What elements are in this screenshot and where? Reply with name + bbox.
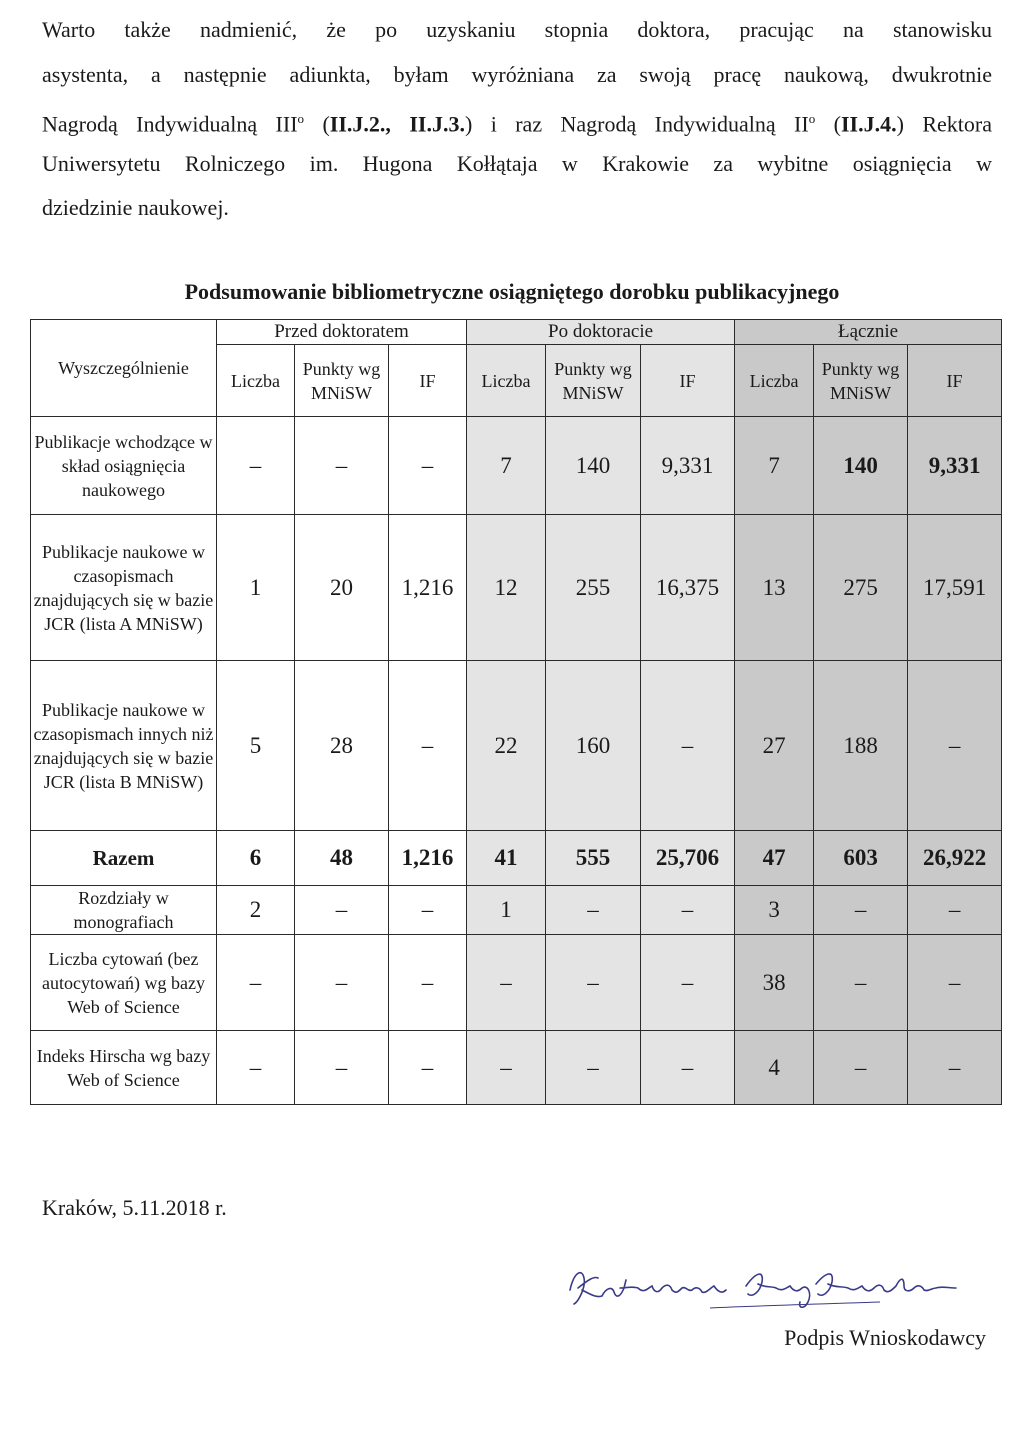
place-date: Kraków, 5.11.2018 r.: [42, 1195, 227, 1220]
signature-label: Podpis Wnioskodawcy: [784, 1325, 986, 1350]
table-cell: –: [814, 935, 908, 1031]
row-header-label: Wyszczególnienie: [31, 320, 217, 417]
table-cell: 2: [217, 886, 295, 935]
group-header-after: Po doktoracie: [467, 320, 735, 345]
table-cell: –: [295, 417, 389, 515]
intro-line: dziedzinie naukowej.: [42, 195, 229, 221]
table-cell: 555: [546, 831, 641, 886]
intro-line: Warto także nadmienić, że po uzyskaniu stopnia doktora, pracując na stanowisku: [42, 17, 992, 42]
table-cell: –: [908, 661, 1002, 831]
table-cell: –: [546, 935, 641, 1031]
table-cell: 603: [814, 831, 908, 886]
table-cell: –: [546, 886, 641, 935]
table-cell: –: [546, 1031, 641, 1105]
subcol-if: IF: [908, 345, 1002, 417]
table-cell: 4: [735, 1031, 814, 1105]
intro-text: (: [304, 111, 330, 137]
table-cell: 38: [735, 935, 814, 1031]
table-cell: –: [389, 935, 467, 1031]
table-cell: 7: [467, 417, 546, 515]
intro-text: Nagrodą Indywidualną III: [42, 111, 298, 137]
table-cell: 47: [735, 831, 814, 886]
table-row: [31, 935, 1002, 1031]
subcol-count: Liczba: [467, 345, 546, 417]
table-cell: –: [389, 417, 467, 515]
table-cell: –: [641, 935, 735, 1031]
subcol-if: IF: [641, 345, 735, 417]
subcol-if: IF: [389, 345, 467, 417]
table-cell: 16,375: [641, 515, 735, 661]
bibliometric-table: [30, 319, 1002, 1105]
table-cell: 7: [735, 417, 814, 515]
table-cell: –: [641, 1031, 735, 1105]
table-row: [31, 831, 1002, 886]
table-cell: 140: [546, 417, 641, 515]
table-cell: 1: [467, 886, 546, 935]
table-cell: –: [295, 935, 389, 1031]
subcol-points: Punkty wg MNiSW: [814, 345, 908, 417]
table-cell: 1: [217, 515, 295, 661]
intro-paragraph: [42, 8, 992, 231]
table-cell: 9,331: [908, 417, 1002, 515]
table-cell: 140: [814, 417, 908, 515]
table-cell: –: [389, 886, 467, 935]
table-cell: –: [467, 935, 546, 1031]
subcol-points: Punkty wg MNiSW: [546, 345, 641, 417]
table-cell: –: [814, 1031, 908, 1105]
reference-code: II.J.2., II.J.3.: [329, 111, 465, 137]
table-cell: –: [641, 661, 735, 831]
table-cell: 160: [546, 661, 641, 831]
table-cell: 255: [546, 515, 641, 661]
degree-superscript: o: [808, 111, 816, 127]
table-cell: 188: [814, 661, 908, 831]
table-cell: –: [908, 935, 1002, 1031]
table-cell: 22: [467, 661, 546, 831]
table-cell: –: [641, 886, 735, 935]
table-cell: –: [217, 417, 295, 515]
table-cell: 41: [467, 831, 546, 886]
table-row: [31, 515, 1002, 661]
table-cell: 9,331: [641, 417, 735, 515]
intro-text: (: [815, 111, 841, 137]
intro-text: ) Rektora: [896, 111, 992, 137]
table-cell: –: [295, 886, 389, 935]
subcol-count: Liczba: [217, 345, 295, 417]
table-cell: –: [467, 1031, 546, 1105]
row-label: Publikacje naukowe w czasopismach znajdujących się w bazie JCR (lista A MNiSW): [31, 515, 217, 661]
table-cell: –: [814, 886, 908, 935]
row-label: Rozdziały w monografiach: [31, 886, 217, 935]
table-title: Podsumowanie bibliometryczne osiągniętego dorobku publikacyjnego: [184, 279, 840, 304]
table-cell: –: [217, 1031, 295, 1105]
table-row: [31, 886, 1002, 935]
handwritten-signature: [560, 1258, 1020, 1318]
table-cell: –: [908, 1031, 1002, 1105]
intro-line: Uniwersytetu Rolniczego im. Hugona Kołłątaja w Krakowie za wybitne osiągnięcia w: [42, 150, 992, 176]
group-header-total: Łącznie: [735, 320, 1002, 345]
table-cell: 26,922: [908, 831, 1002, 886]
table-cell: 13: [735, 515, 814, 661]
table-cell: 3: [735, 886, 814, 935]
table-cell: 28: [295, 661, 389, 831]
intro-text: ) i raz Nagrodą Indywidualną II: [464, 111, 809, 137]
table-cell: 25,706: [641, 831, 735, 886]
row-label: Liczba cytowań (bez autocytowań) wg bazy Web of Science: [31, 935, 217, 1031]
table-cell: 48: [295, 831, 389, 886]
table-cell: –: [217, 935, 295, 1031]
table-cell: –: [389, 1031, 467, 1105]
table-cell: 17,591: [908, 515, 1002, 661]
group-header-before: Przed doktoratem: [217, 320, 467, 345]
row-label: Razem: [31, 831, 217, 886]
table-cell: 27: [735, 661, 814, 831]
degree-superscript: o: [297, 111, 305, 127]
table-cell: –: [908, 886, 1002, 935]
row-label: Publikacje wchodzące w skład osiągnięcia naukowego: [31, 417, 217, 515]
subcol-count: Liczba: [735, 345, 814, 417]
reference-code: II.J.4.: [840, 111, 897, 137]
row-label: Indeks Hirscha wg bazy Web of Science: [31, 1031, 217, 1105]
table-cell: 275: [814, 515, 908, 661]
row-label: Publikacje naukowe w czasopismach innych niż znajdujących się w bazie JCR (lista B MNiSW): [31, 661, 217, 831]
table-row: [31, 1031, 1002, 1105]
subcol-points: Punkty wg MNiSW: [295, 345, 389, 417]
table-cell: 5: [217, 661, 295, 831]
intro-line: asystenta, a następnie adiunkta, byłam wyróżniana za swoją pracę naukową, dwukrotnie: [42, 61, 992, 87]
table-row: [31, 417, 1002, 515]
table-cell: –: [295, 1031, 389, 1105]
table-row: [31, 661, 1002, 831]
table-cell: 12: [467, 515, 546, 661]
intro-line: [42, 97, 992, 142]
table-cell: 20: [295, 515, 389, 661]
table-cell: 1,216: [389, 515, 467, 661]
table-cell: –: [389, 661, 467, 831]
table-cell: 1,216: [389, 831, 467, 886]
table-cell: 6: [217, 831, 295, 886]
